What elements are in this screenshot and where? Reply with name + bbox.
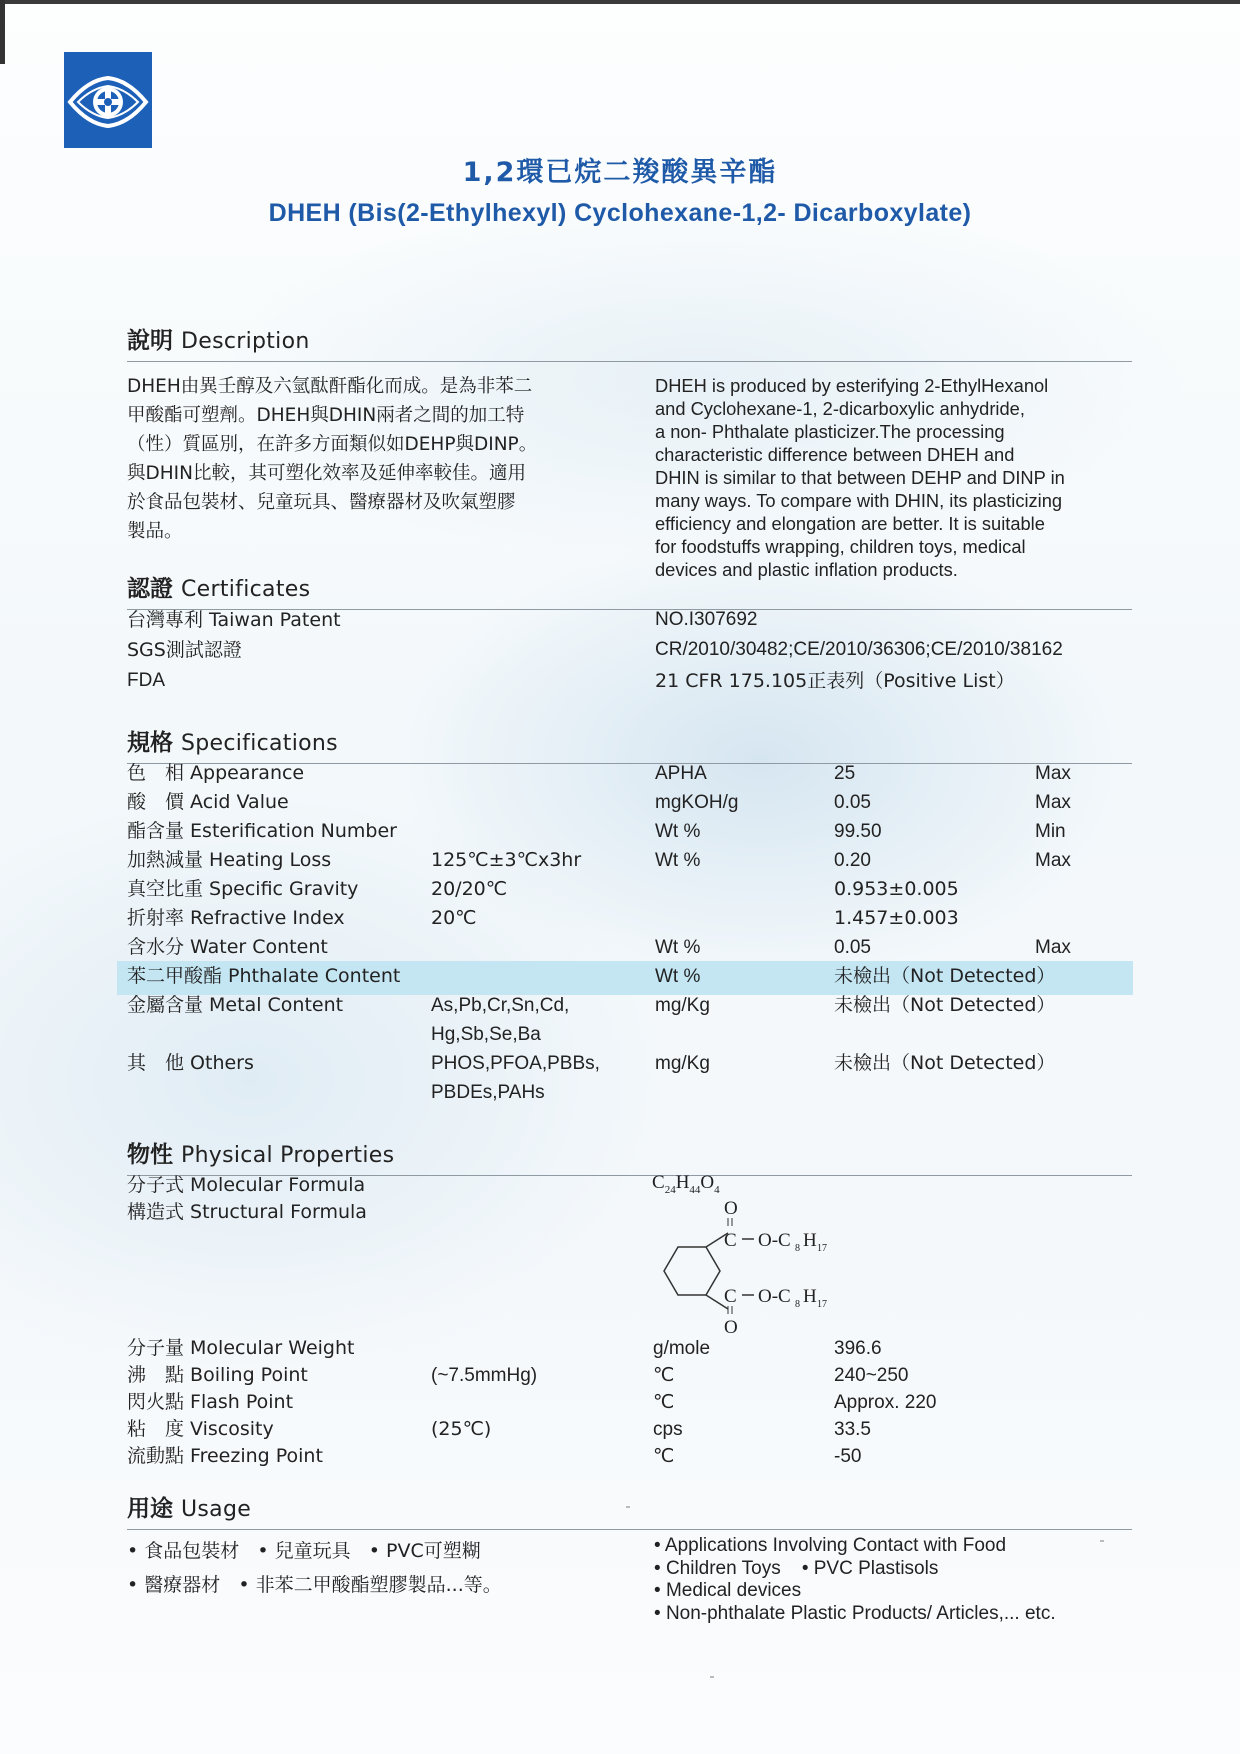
- list-item: • 非苯二甲酸酯塑膠製品...等。: [238, 1574, 502, 1596]
- table-row: 閃火點 Flash Point ℃ Approx. 220: [127, 1391, 937, 1413]
- list-item: • 食品包裝材: [127, 1540, 240, 1562]
- cert-name: FDA: [127, 670, 165, 691]
- cert-value: 21 CFR 175.105正表列（Positive List）: [655, 670, 1015, 692]
- company-emblem-icon: [64, 52, 152, 148]
- molecular-formula: $C_{24}H_{44}O_4$: [652, 1172, 720, 1196]
- description-heading: 說明 Description: [127, 322, 1132, 362]
- molecular-formula-label: 分子式 Molecular Formula: [127, 1174, 366, 1196]
- table-row: 沸 點 Boiling Point (~7.5mmHg) ℃ 240~250: [127, 1364, 909, 1386]
- certificates-heading: 認證 Certificates: [127, 570, 1132, 610]
- specifications-table: [127, 759, 1132, 1119]
- list-item: • Children Toys • PVC Plastisols: [654, 1557, 939, 1579]
- list-item: • PVC可塑糊: [368, 1540, 481, 1562]
- table-row: 加熱減量 Heating Loss 125℃±3℃x3hr Wt % 0.20 Max: [127, 849, 1071, 871]
- specifications-heading: 規格 Specifications: [127, 724, 1132, 764]
- usage-list-english: [654, 1535, 1056, 1625]
- table-row: 流動點 Freezing Point ℃ -50: [127, 1445, 862, 1467]
- list-item: • Applications Involving Contact with Food: [654, 1535, 1007, 1556]
- scan-speck: [710, 1676, 714, 1678]
- list-item: • 醫療器材: [127, 1574, 221, 1596]
- cert-value: CR/2010/30482;CE/2010/36306;CE/2010/38162: [655, 639, 1063, 660]
- list-item: • Medical devices: [654, 1580, 802, 1601]
- scan-speck: [1100, 1540, 1104, 1542]
- scan-edge-left: [0, 0, 5, 64]
- description-english: DHEH is produced by esterifying 2-EthylHexanol and Cyclohexane-1, 2-dicarboxylic anhydride, a non- Phthalate plasticizer.The processing characteristic difference between DHEH and DHIN is similar to that between DEHP and DINP in many ways. To compare with DHIN, its plasticizing efficiency and elongation are better. It is suitable for foodstuffs wrapping, children toys, medical devices and plastic inflation products.: [655, 375, 1065, 580]
- table-row: 分子量 Molecular Weight g/mole 396.6: [127, 1337, 882, 1359]
- table-row: 真空比重 Specific Gravity 20/20℃ 0.953±0.005: [127, 878, 959, 900]
- list-item: • 兒童玩具: [257, 1540, 351, 1562]
- title-chinese: 1,2環已烷二羧酸異辛酯: [462, 157, 778, 188]
- svg-text:H: H: [803, 1230, 817, 1251]
- svg-text:C: C: [724, 1230, 737, 1251]
- usage-list-chinese: [127, 1570, 502, 1597]
- table-row: 粘 度 Viscosity (25℃) cps 33.5: [127, 1418, 871, 1440]
- svg-text:C: C: [724, 1286, 737, 1307]
- svg-text:17: 17: [817, 1299, 827, 1310]
- scan-speck: [626, 1506, 630, 1508]
- physical-properties-heading: 物性 Physical Properties: [127, 1136, 1132, 1176]
- cert-value: NO.I307692: [655, 609, 758, 630]
- table-row: 折射率 Refractive Index 20℃ 1.457±0.003: [127, 907, 959, 929]
- structural-formula-diagram: [650, 1196, 880, 1346]
- description-chinese: DHEH由異壬醇及六氫酞酐酯化而成。是為非苯二 甲酸酯可塑劑。DHEH與DHIN兩者之間的加工特 （性）質區別，在許多方面類似如DEHP與DINP。 與DHIN比較，其可塑化效率及延伸率較佳。適用 於食品包裝材、兒童玩具、醫療器材及吹氣塑膠 製品。: [127, 376, 538, 542]
- svg-text:O-C: O-C: [758, 1286, 791, 1307]
- scan-edge-top: [0, 0, 1240, 4]
- svg-text:8: 8: [795, 1299, 800, 1310]
- cert-name: 台灣專利 Taiwan Patent: [127, 609, 341, 631]
- usage-heading: 用途 Usage: [127, 1490, 1132, 1530]
- title-english: DHEH (Bis(2-Ethylhexyl) Cyclohexane-1,2- Dicarboxylate): [268, 199, 972, 227]
- table-row-highlighted: 苯二甲酸酯 Phthalate Content Wt % 未檢出（Not Detected）: [127, 965, 1056, 987]
- svg-text:O-C: O-C: [758, 1230, 791, 1251]
- svg-text:8: 8: [795, 1243, 800, 1254]
- table-row: 酸 價 Acid Value mgKOH/g 0.05 Max: [127, 791, 1071, 813]
- svg-text:O: O: [724, 1198, 738, 1219]
- table-row: 酯含量 Esterification Number Wt % 99.50 Min: [127, 820, 1066, 842]
- usage-list-chinese: [127, 1536, 481, 1563]
- svg-text:O: O: [724, 1317, 738, 1338]
- list-item: • Non-phthalate Plastic Products/ Articles,... etc.: [654, 1602, 1056, 1624]
- svg-text:17: 17: [817, 1243, 827, 1254]
- table-row: 金屬含量 Metal Content As,Pb,Cr,Sn,Cd, Hg,Sb,Se,Ba mg/Kg 未檢出（Not Detected）: [127, 994, 1056, 1045]
- cert-name: SGS測試認證: [127, 639, 242, 661]
- table-row: 其 他 Others PHOS,PFOA,PBBs, PBDEs,PAHs mg/Kg 未檢出（Not Detected）: [127, 1052, 1056, 1103]
- table-row: 色 相 Appearance APHA 25 Max: [127, 762, 1071, 784]
- svg-text:H: H: [803, 1286, 817, 1307]
- physical-properties-table: [127, 1334, 1132, 1474]
- table-row: 含水分 Water Content Wt % 0.05 Max: [127, 936, 1071, 958]
- structural-formula-label: 構造式 Structural Formula: [127, 1201, 367, 1223]
